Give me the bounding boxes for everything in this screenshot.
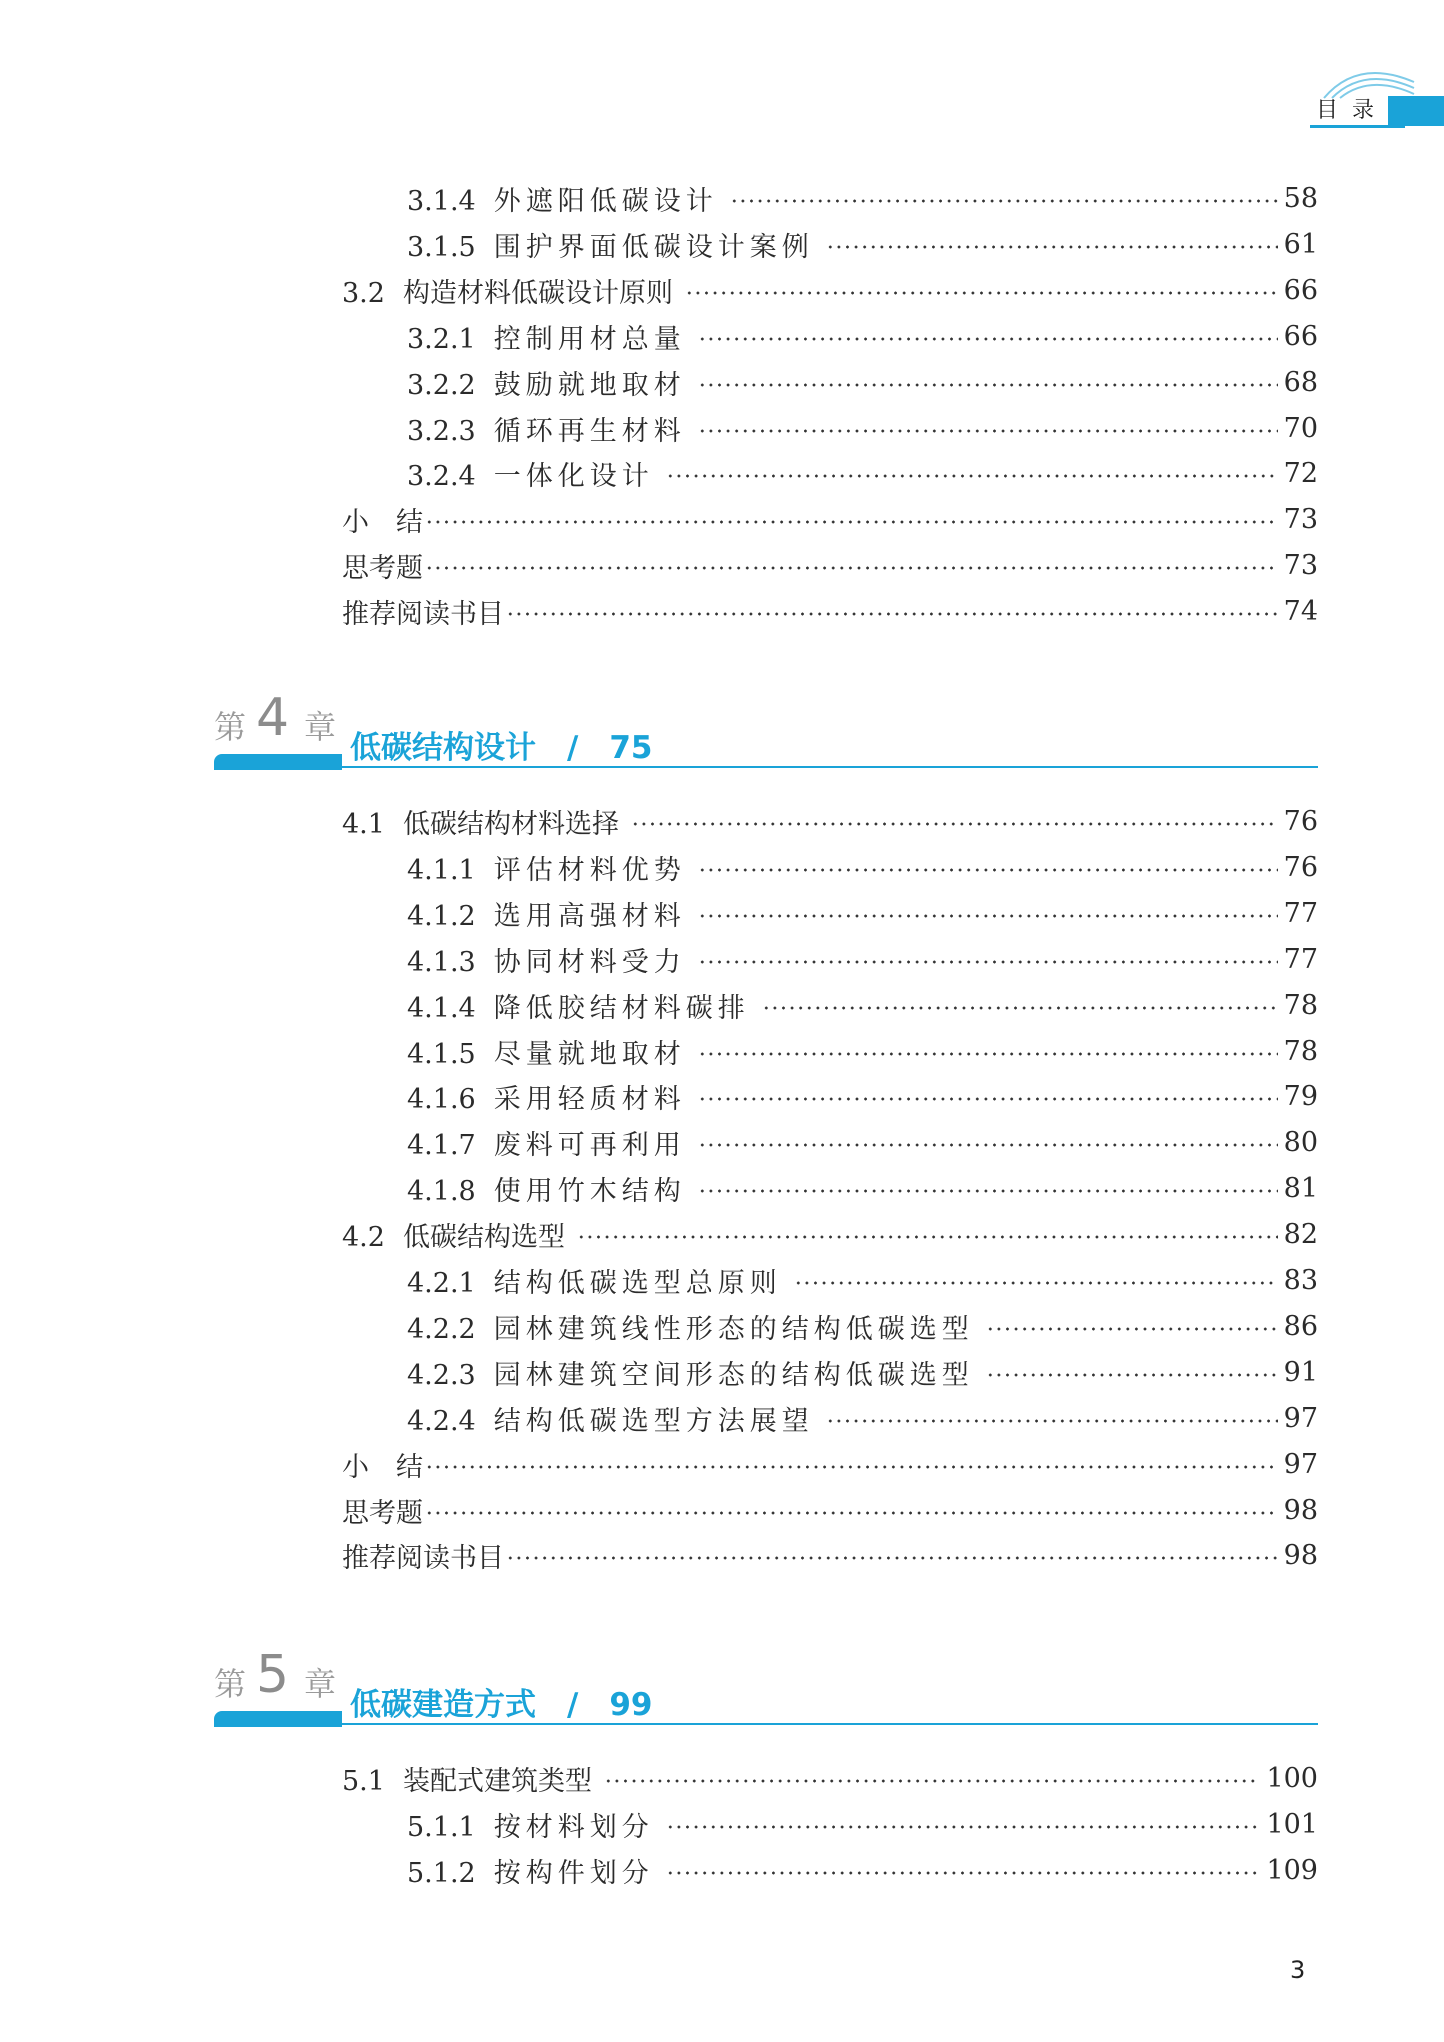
toc-entry-title: 小 结 xyxy=(342,506,423,538)
toc-entry[interactable] xyxy=(407,1395,1318,1441)
toc-entry-page: 74 xyxy=(1283,595,1318,627)
toc-entry-number: 4.1 xyxy=(342,808,385,840)
toc-entry[interactable] xyxy=(407,1073,1318,1119)
toc-entry-number: 4.1.3 xyxy=(407,946,476,978)
toc-entry[interactable] xyxy=(342,1441,1318,1487)
chapter-suffix: 章 xyxy=(304,708,337,746)
toc-entry-number: 4.2 xyxy=(342,1221,385,1253)
chapter-title[interactable]: 低碳建造方式 / 99 xyxy=(350,1687,653,1723)
toc-entry-page: 68 xyxy=(1283,366,1318,398)
toc-dot-leader xyxy=(730,199,1278,203)
toc-entry-page: 72 xyxy=(1283,457,1318,489)
toc-entry-number: 4.2.4 xyxy=(407,1405,476,1437)
toc-entry-page: 61 xyxy=(1283,228,1318,260)
toc-entry[interactable] xyxy=(342,542,1318,588)
toc-entry[interactable] xyxy=(407,1165,1318,1211)
header-rule xyxy=(1310,125,1405,128)
chapter-prefix: 第 xyxy=(214,1665,247,1703)
toc-entry-number: 4.1.2 xyxy=(407,900,476,932)
toc-entry-number: 4.1.4 xyxy=(407,992,476,1024)
chapter-4-heading xyxy=(214,688,1318,778)
toc-dot-leader xyxy=(506,612,1278,616)
chapter-title[interactable]: 低碳结构设计 / 75 xyxy=(350,730,653,766)
toc-entry-title: 推荐阅读书目 xyxy=(342,1542,504,1574)
toc-entry-page: 78 xyxy=(1283,989,1318,1021)
toc-entry-number: 3.2.1 xyxy=(407,323,476,355)
toc-entry-page: 98 xyxy=(1283,1494,1318,1526)
toc-entry-page: 73 xyxy=(1283,503,1318,535)
toc-dot-leader xyxy=(425,566,1278,570)
toc-entry-page: 79 xyxy=(1283,1080,1318,1112)
toc-entry-number: 4.2.1 xyxy=(407,1267,476,1299)
toc-entry[interactable] xyxy=(342,1211,1318,1257)
toc-entry-title: 按材料划分 xyxy=(493,1811,654,1843)
chapter-pill xyxy=(214,754,342,770)
toc-dot-leader xyxy=(698,1097,1278,1101)
toc-dot-leader xyxy=(698,960,1278,964)
toc-entry-title: 低碳结构选型 xyxy=(402,1221,565,1253)
toc-dot-leader xyxy=(666,1871,1261,1875)
toc-entry-page: 73 xyxy=(1283,549,1318,581)
toc-entry-title: 推荐阅读书目 xyxy=(342,598,504,630)
toc-entry-page: 66 xyxy=(1283,274,1318,306)
toc-entry-title: 一体化设计 xyxy=(493,460,654,492)
toc-entry[interactable] xyxy=(407,844,1318,890)
toc-entry-title: 小 结 xyxy=(342,1451,423,1483)
toc-entry[interactable] xyxy=(342,798,1318,844)
toc-entry-number: 4.1.6 xyxy=(407,1083,476,1115)
chapter-prefix: 第 xyxy=(214,708,247,746)
toc-entry-page: 97 xyxy=(1283,1448,1318,1480)
toc-entry-title: 选用高强材料 xyxy=(493,900,686,932)
toc-entry-number: 4.1.1 xyxy=(407,854,476,886)
toc-entry-page: 66 xyxy=(1283,320,1318,352)
toc-entry-number: 4.1.5 xyxy=(407,1038,476,1070)
toc-dot-leader xyxy=(698,914,1278,918)
toc-entry-number: 4.1.8 xyxy=(407,1175,476,1207)
toc-entry-number: 3.2.3 xyxy=(407,415,476,447)
toc-entry[interactable] xyxy=(407,936,1318,982)
toc-entry[interactable] xyxy=(407,1028,1318,1074)
toc-entry-number: 4.2.3 xyxy=(407,1359,476,1391)
toc-entry-title: 构造材料低碳设计原则 xyxy=(402,277,673,309)
toc-entry-title: 按构件划分 xyxy=(493,1857,654,1889)
toc-entry[interactable] xyxy=(342,588,1318,634)
toc-dot-leader xyxy=(698,1143,1278,1147)
toc-entry-title: 评估材料优势 xyxy=(493,854,686,886)
toc-entry-title: 围护界面低碳设计案例 xyxy=(493,231,814,263)
toc-entry-title: 低碳结构材料选择 xyxy=(402,808,619,840)
toc-entry[interactable] xyxy=(407,359,1318,405)
toc-entry-page: 82 xyxy=(1283,1218,1318,1250)
toc-dot-leader xyxy=(698,868,1278,872)
toc-dot-leader xyxy=(685,291,1278,295)
toc-entry-title: 鼓励就地取材 xyxy=(493,369,686,401)
toc-entry[interactable] xyxy=(342,1487,1318,1533)
toc-entry-title: 外遮阳低碳设计 xyxy=(493,185,718,217)
toc-entry[interactable] xyxy=(407,1119,1318,1165)
toc-entry[interactable] xyxy=(407,1349,1318,1395)
toc-dot-leader xyxy=(826,1419,1278,1423)
toc-entry[interactable] xyxy=(342,1532,1318,1578)
header-arcs-icon xyxy=(1318,60,1438,100)
toc-entry-number: 5.1.1 xyxy=(407,1811,476,1843)
toc-entry-page: 77 xyxy=(1283,897,1318,929)
toc-entry-number: 3.2.2 xyxy=(407,369,476,401)
toc-entry-page: 78 xyxy=(1283,1035,1318,1067)
toc-entry-title: 尽量就地取材 xyxy=(493,1038,686,1070)
toc-entry-title: 控制用材总量 xyxy=(493,323,686,355)
chapter-5-heading xyxy=(214,1645,1318,1735)
toc-entry-title: 结构低碳选型方法展望 xyxy=(493,1405,814,1437)
chapter-pill xyxy=(214,1711,342,1727)
toc-entry-page: 100 xyxy=(1266,1762,1318,1794)
toc-dot-leader xyxy=(698,383,1278,387)
toc-entry-page: 77 xyxy=(1283,943,1318,975)
toc-entry-title: 降低胶结材料碳排 xyxy=(493,992,750,1024)
toc-entry-page: 76 xyxy=(1283,851,1318,883)
toc-dot-leader xyxy=(986,1327,1278,1331)
toc-dot-leader xyxy=(986,1373,1278,1377)
toc-entry-page: 97 xyxy=(1283,1402,1318,1434)
toc-entry-title: 使用竹木结构 xyxy=(493,1175,686,1207)
toc-entry-page: 58 xyxy=(1283,182,1318,214)
toc-entry-title: 废料可再利用 xyxy=(493,1129,686,1161)
toc-entry-page: 76 xyxy=(1283,805,1318,837)
toc-entry-title: 协同材料受力 xyxy=(493,946,686,978)
toc-entry-title: 园林建筑线性形态的结构低碳选型 xyxy=(493,1313,974,1345)
toc-dot-leader xyxy=(826,245,1278,249)
header-title: 目录 xyxy=(1316,98,1389,123)
toc-entry-number: 3.2 xyxy=(342,277,385,309)
toc-entry-page: 80 xyxy=(1283,1126,1318,1158)
toc-entry-title: 结构低碳选型总原则 xyxy=(493,1267,782,1299)
toc-dot-leader xyxy=(698,1189,1278,1193)
toc-entry[interactable] xyxy=(407,175,1318,221)
toc-entry-page: 70 xyxy=(1283,412,1318,444)
chapter-number: 5 xyxy=(256,1645,290,1705)
toc-entry[interactable] xyxy=(407,221,1318,267)
toc-entry[interactable] xyxy=(407,405,1318,451)
toc-entry[interactable] xyxy=(407,1801,1318,1847)
toc-dot-leader xyxy=(666,474,1278,478)
toc-entry-number: 3.2.4 xyxy=(407,460,476,492)
toc-entry-title: 思考题 xyxy=(342,552,423,584)
chapter-rule xyxy=(342,766,1318,768)
toc-entry[interactable] xyxy=(407,1257,1318,1303)
toc-entry-page: 86 xyxy=(1283,1310,1318,1342)
toc-entry[interactable] xyxy=(407,890,1318,936)
toc-dot-leader xyxy=(506,1556,1278,1560)
chapter-suffix: 章 xyxy=(304,1665,337,1703)
header-tab-bar xyxy=(1388,96,1444,126)
toc-dot-leader xyxy=(577,1235,1278,1239)
toc-entry[interactable] xyxy=(407,1303,1318,1349)
toc-entry[interactable] xyxy=(342,267,1318,313)
toc-dot-leader xyxy=(631,822,1278,826)
toc-dot-leader xyxy=(762,1006,1278,1010)
toc-dot-leader xyxy=(794,1281,1278,1285)
page-number: 3 xyxy=(1290,1956,1306,1984)
toc-entry-number: 4.2.2 xyxy=(407,1313,476,1345)
toc-entry-page: 98 xyxy=(1283,1539,1318,1571)
toc-dot-leader xyxy=(698,1052,1278,1056)
toc-entry[interactable] xyxy=(407,313,1318,359)
chapter-rule xyxy=(342,1723,1318,1725)
toc-entry-number: 5.1 xyxy=(342,1765,385,1797)
toc-entry[interactable] xyxy=(342,1755,1318,1801)
toc-entry[interactable] xyxy=(407,982,1318,1028)
toc-entry-number: 5.1.2 xyxy=(407,1857,476,1889)
toc-entry-title: 思考题 xyxy=(342,1497,423,1529)
toc-entry[interactable] xyxy=(407,1847,1318,1893)
toc-entry-number: 3.1.4 xyxy=(407,185,476,217)
toc-entry-number: 4.1.7 xyxy=(407,1129,476,1161)
toc-entry-title: 循环再生材料 xyxy=(493,415,686,447)
toc-entry-title: 采用轻质材料 xyxy=(493,1083,686,1115)
toc-entry-page: 81 xyxy=(1283,1172,1318,1204)
toc-entry[interactable] xyxy=(342,496,1318,542)
toc-dot-leader xyxy=(698,429,1278,433)
toc-entry-number: 3.1.5 xyxy=(407,231,476,263)
toc-entry-page: 91 xyxy=(1283,1356,1318,1388)
toc-dot-leader xyxy=(425,520,1278,524)
toc-dot-leader xyxy=(604,1779,1261,1783)
toc-dot-leader xyxy=(666,1825,1261,1829)
toc-entry-page: 109 xyxy=(1266,1854,1318,1886)
toc-dot-leader xyxy=(425,1511,1278,1515)
toc-entry[interactable] xyxy=(407,450,1318,496)
toc-dot-leader xyxy=(698,337,1278,341)
toc-entry-page: 101 xyxy=(1266,1808,1318,1840)
toc-entry-page: 83 xyxy=(1283,1264,1318,1296)
chapter-number: 4 xyxy=(256,688,290,748)
toc-entry-title: 装配式建筑类型 xyxy=(402,1765,592,1797)
toc-entry-title: 园林建筑空间形态的结构低碳选型 xyxy=(493,1359,974,1391)
toc-dot-leader xyxy=(425,1465,1278,1469)
